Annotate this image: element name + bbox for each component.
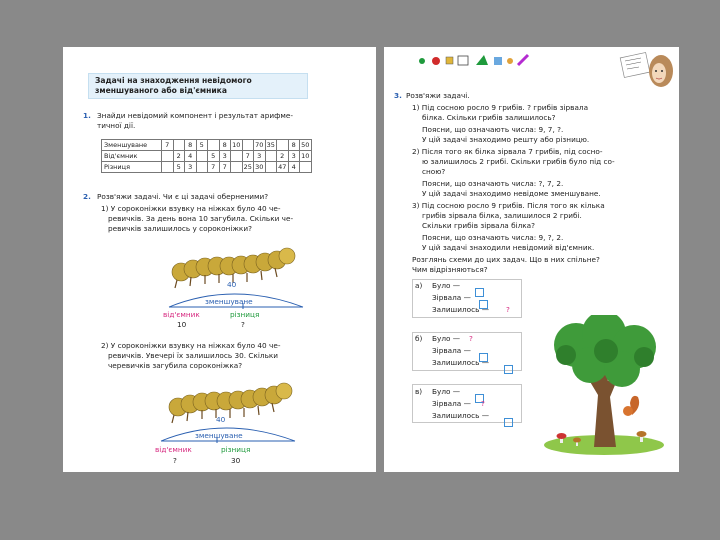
table-cell: 8 [185,140,197,151]
girl-with-note-illustration [619,49,677,97]
table-cell: 30 [255,163,264,171]
task-3-a-line-4: У цій задачі знаходимо решту або різницю. [422,135,590,144]
scheme-1-difference-label: різниця [230,310,260,319]
task-2-title: Розв'яжи задачі. Чи є ці задачі оберненими? [97,192,269,201]
table-cell [162,151,174,162]
table-cell [173,140,185,151]
header-line-1: Задачі на знаходження невідомого [95,76,252,85]
tree-with-squirrel-illustration [536,315,672,457]
table-row-label: Зменшуване [102,140,162,151]
right-page [384,47,679,472]
scheme-2-subtrahend-value: ? [173,456,177,465]
scheme-c-tag: в) [415,387,423,396]
task-1-line-1: Знайди невідомий компонент і результат арифме- [97,111,294,120]
task-3-b-line-2: ю залишилось 2 грибі. Скільки грибів було під со- [422,157,615,166]
table-cell [277,140,289,151]
table-cell: 2 [173,151,185,162]
scheme-2-difference-value: 30 [231,456,241,465]
table-cell: 47 [278,163,287,171]
left-page [63,47,376,472]
task-3-c-line-2: грибів зірвала білка, залишилося 2 грибі. [422,211,582,220]
table-row [102,140,312,151]
scheme-a-row-3-value: ? [506,305,510,314]
table-cell: 7 [162,140,174,151]
task-2-part-1-line-1: 1) У сороконіжки взувку на ніжках було 40 че- [101,204,281,213]
task-3-c-line-4: Поясни, що означають числа: 9, ?, 2. [422,233,564,242]
scheme-a-row-3-label: Залишилось — [432,305,490,314]
question-line-2: Чим відрізняються? [412,265,488,274]
scheme-1-minuend-label: зменшуване [205,297,253,306]
task-1-line-2: тичної дії. [97,121,136,130]
table-cell: 8 [219,140,231,151]
scheme-2-difference-label: різниця [221,445,251,454]
scheme-c-row-2-value: ? [481,399,485,408]
table-cell [231,162,243,173]
task-3-c-line-3: Скільки грибів зірвала білка? [422,221,536,230]
scheme-b-row-1-label: Було — [432,334,461,343]
scheme-b-row-2-label: Зірвала — [432,346,471,355]
scheme-a-row-2-label: Зірвала — [432,293,471,302]
table-row-label: Від'ємник [102,151,162,162]
scheme-2-minuend-label: зменшуване [195,431,243,440]
task-3-a-line-1: 1) Під сосною росло 9 грибів. ? грибів зірвала [412,103,589,112]
question-line-1: Розглянь схеми до цих задач. Що в них спільне? [412,255,600,264]
scheme-a-row-1-label: Було — [432,281,461,290]
table-cell: 3 [185,162,197,173]
table-cell [265,151,277,162]
scheme-1-subtrahend-label: від'ємник [163,310,200,319]
task-2-part-2-line-1: 2) У сороконіжки взувку на ніжках було 40 че- [101,341,281,350]
table-cell: 3 [288,151,300,162]
scheme-c-row-3-box [504,411,513,430]
caterpillar-illustration-2 [160,377,300,425]
scheme-1-total: 40 [227,280,237,289]
task-3-b-line-1: 2) Після того як білка зірвала 7 грибів, під сосно- [412,147,603,156]
table-cell: 2 [277,151,289,162]
table-cell: 5 [208,151,220,162]
task-3-c-line-5: У цій задачі знаходили невідомий від'ємник. [422,243,595,252]
table-row-label: Різниця [102,162,162,173]
scheme-a-tag: а) [415,281,423,290]
table-cell: 7 [242,151,254,162]
table-cell: 35 [266,141,275,149]
task-2-part-1-line-2: ревичків. За день вона 10 загубила. Скільки че- [108,214,294,223]
table-cell: 10 [301,152,310,160]
header-line-2: зменшуваного або від'ємника [95,86,227,95]
table-cell: 25 [243,163,252,171]
table-cell: 70 [255,141,264,149]
scheme-b-row-3-label: Залишилось — [432,358,490,367]
scheme-c-row-2-label: Зірвала — [432,399,471,408]
table-cell: 3 [219,151,231,162]
task-2-part-2-line-2: ревичків. Увечері їх залишилось 30. Скільки [108,351,279,360]
table-cell [242,140,254,151]
task-1-number: 1. [83,111,91,120]
decorative-icons-strip [414,51,554,69]
scheme-b-row-1-value: ? [469,334,473,343]
math-table [101,139,312,173]
table-cell: 5 [196,140,208,151]
scheme-1-subtrahend-value: 10 [177,320,187,329]
task-3-b-line-3: сною? [422,167,446,176]
task-3-a-line-3: Поясни, що означають числа: 9, 7, ?. [422,125,564,134]
task-3-c-line-1: 3) Під сосною росло 9 грибів. Після того як кілька [412,201,605,210]
task-2-number: 2. [83,192,91,201]
table-cell: 7 [219,162,231,173]
table-cell [265,162,277,173]
task-3-number: 3. [394,91,402,100]
table-cell [162,162,174,173]
table-cell: 5 [173,162,185,173]
table-cell: 3 [254,151,266,162]
scheme-1-difference-value: ? [241,320,245,329]
table-cell [231,151,243,162]
table-cell: 4 [185,151,197,162]
table-cell [196,151,208,162]
table-row [102,162,312,173]
task-2-part-2-line-3: черевичків загубила сороконіжка? [108,361,243,370]
scheme-b-row-3-box [504,358,513,377]
table-cell [196,162,208,173]
table-row [102,151,312,162]
table-cell: 50 [301,141,310,149]
table-cell: 8 [288,140,300,151]
table-cell: 4 [288,162,300,173]
scheme-c-row-1-label: Було — [432,387,461,396]
task-3-a-line-2: білка. Скільки грибів залишилось? [422,113,556,122]
task-3-b-line-4: Поясни, що означають числа: ?, 7, 2. [422,179,564,188]
table-cell: 10 [232,141,241,149]
table-cell: 7 [208,162,220,173]
scheme-2-total: 40 [216,415,226,424]
table-cell [208,140,220,151]
table-cell [300,162,312,173]
scheme-2-subtrahend-label: від'ємник [155,445,192,454]
scheme-b-tag: б) [415,334,423,343]
scheme-c-row-3-label: Залишилось — [432,411,490,420]
task-2-part-1-line-3: ревичків залишилось у сороконіжки? [108,224,252,233]
task-3-b-line-5: У цій задачі знаходимо невідоме зменшуване. [422,189,601,198]
task-3-title: Розв'яжи задачі. [406,91,470,100]
